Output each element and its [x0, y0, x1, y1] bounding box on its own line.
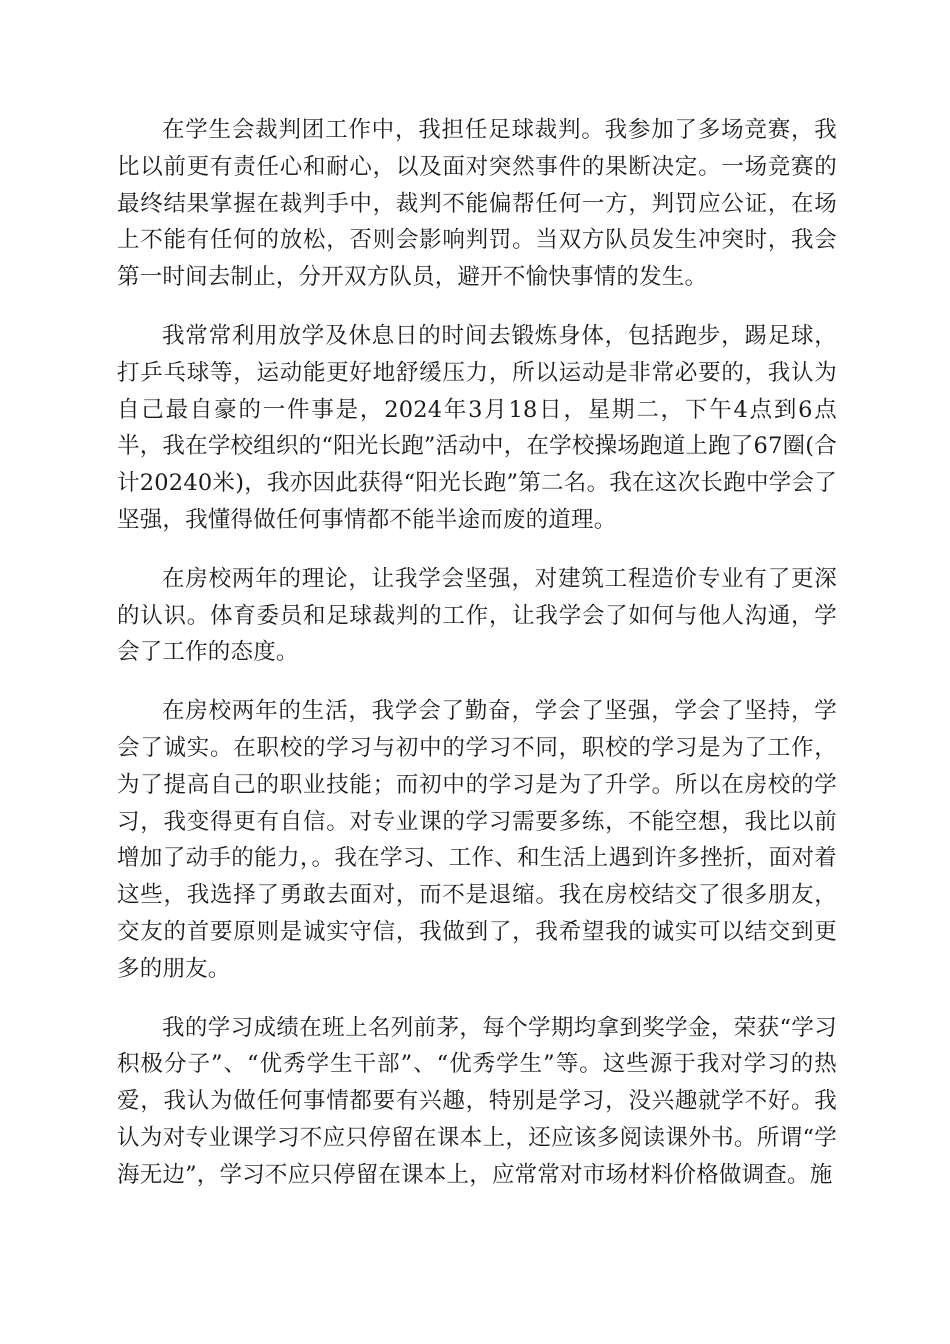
paragraph-academic-results: 我的学习成绩在班上名列前茅，每个学期均拿到奖学金，荣获“学习积极分子”、“优秀学生干部”、“优秀学生”等。这些源于我对学习的热爱，我认为做任何事情都要有兴趣，特别是学习，没兴趣就学不好。我认为对专业课学习不应只停留在课本上，还应该多阅读课外书。所谓“学海无边”，学习不应只停留在课本上，应常常对市场材料价格做调查。施	[117, 1014, 837, 1188]
paragraph-school-life: 在房校两年的生活，我学会了勤奋，学会了坚强，学会了坚持，学会了诚实。在职校的学习与初中的学习不同，职校的学习是为了工作，为了提高自己的职业技能；而初中的学习是为了升学。所以在房校的学习，我变得更有自信。对专业课的学习需要多练，不能空想，我比以前增加了动手的能力，。我在学习、工作、和生活上遇到许多挫折，面对着这些，我选择了勇敢去面对，而不是退缩。我在房校结交了很多朋友，交友的首要原则是诚实守信，我做到了，我希望我的诚实可以结交到更多的朋友。	[117, 698, 837, 982]
paragraph-sports-running: 我常常利用放学及休息日的时间去锻炼身体，包括跑步，踢足球，打乒乓球等，运动能更好地舒缓压力，所以运动是非常必要的，我认为自己最自豪的一件事是，2024年3月18日，星期二，下午4点到6点半，我在学校组织的“阳光长跑”活动中，在学校操场跑道上跑了67圈(合计20240米)，我亦因此获得“阳光长跑”第二名。我在这次长跑中学会了坚强，我懂得做任何事情都不能半途而废的道理。	[117, 322, 837, 533]
document-page	[117, 112, 837, 1216]
paragraph-school-theory: 在房校两年的理论，让我学会坚强，对建筑工程造价专业有了更深的认识。体育委员和足球裁判的工作，让我学会了如何与他人沟通，学会了工作的态度。	[117, 565, 837, 666]
paragraph-referee-work: 在学生会裁判团工作中，我担任足球裁判。我参加了多场竞赛，我比以前更有责任心和耐心，以及面对突然事件的果断决定。一场竞赛的最终结果掌握在裁判手中，裁判不能偏帮任何一方，判罚应公证，在场上不能有任何的放松，否则会影响判罚。当双方队员发生冲突时，我会第一时间去制止，分开双方队员，避开不愉快事情的发生。	[117, 117, 837, 291]
